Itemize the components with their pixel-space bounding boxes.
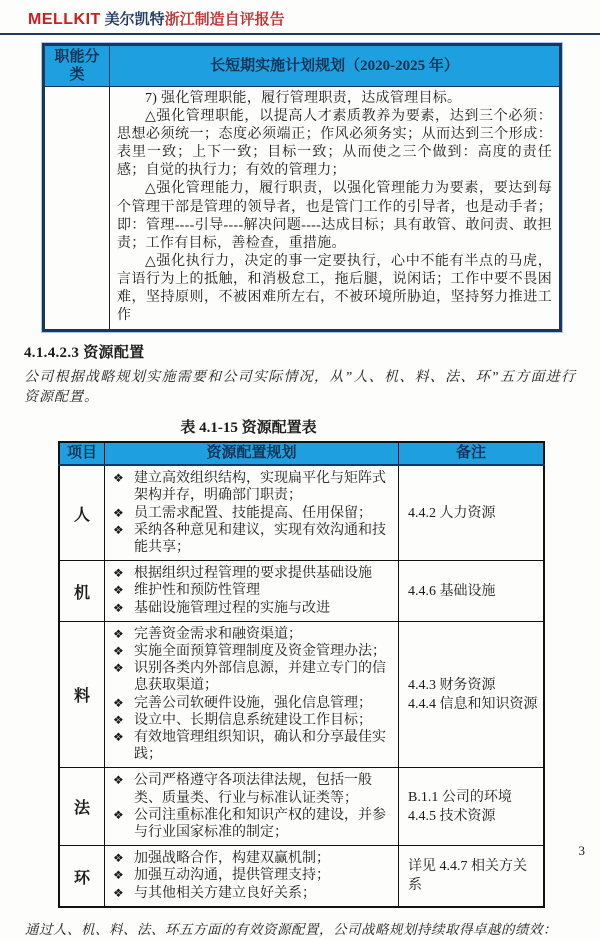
bullet-item — [113, 582, 392, 599]
bullet-text: 公司注重标准化和知识产权的建设，并参与行业国家标准的制定； — [134, 807, 386, 841]
resource-row — [59, 846, 544, 907]
resource-item-cell: 人 — [59, 465, 105, 561]
resource-table — [58, 441, 545, 908]
resource-header-item: 项目 — [59, 442, 105, 465]
bullet-item — [113, 867, 392, 884]
bullet-item — [113, 885, 392, 902]
diamond-bullet-icon: ❖ — [113, 851, 124, 866]
bullet-item — [113, 505, 392, 522]
resource-item-cell: 机 — [59, 561, 105, 622]
resource-note-cell — [399, 846, 545, 907]
plan-paragraph: △强化执行力，决定的事一定要执行，心中不能有半点的马虎，言语行为上的抵触，和消极怠工，拖后腿，说闲话；工作中要不畏困难，坚持原则，不被困难所左右，不被环境所胁迫，坚持努力推进工作 — [117, 253, 552, 324]
diamond-bullet-icon: ❖ — [113, 807, 124, 822]
diamond-bullet-icon: ❖ — [113, 600, 124, 615]
bullet-text: 基础设施管理过程的实施与改进 — [134, 600, 330, 616]
plan-paragraph: 7) 强化管理职能，履行管理职责，达成管理目标。 — [145, 91, 462, 106]
plan-paragraph: △强化管理能力，履行职责，以强化管理能力为要素，要达到每个管理干部是管理的领导者，也是管门工作的引导者，也是动手者；即：管理----引导----解决问题----达成目标；具有敢管、敢问责、敢担责；工作有目标，善检查，重措施。 — [117, 181, 552, 251]
diamond-bullet-icon: ❖ — [113, 505, 124, 520]
page-number: 3 — [578, 843, 585, 858]
bullet-item — [113, 850, 392, 867]
diamond-bullet-icon: ❖ — [113, 695, 124, 710]
header-rule — [0, 33, 600, 35]
bullet-item — [113, 522, 392, 556]
bullet-text: 有效地管理组织知识，确认和分享最佳实践； — [134, 730, 386, 763]
note-line: 4.4.3 财务资源 — [408, 677, 496, 693]
plan-table-row — [44, 87, 561, 331]
resource-note-cell — [399, 768, 545, 846]
bullet-text: 采纳各种意见和建议，实现有效沟通和技能共享； — [134, 522, 386, 556]
resource-plan-cell — [105, 465, 399, 561]
resource-item-cell: 法 — [59, 768, 105, 846]
diamond-bullet-icon: ❖ — [113, 868, 124, 883]
bullet-text: 公司严格遵守各项法律法规，包括一般类、质量类、行业与标准认证类等； — [134, 773, 372, 806]
bullet-item — [113, 470, 392, 504]
resource-plan-cell — [105, 621, 399, 768]
bullet-text: 实施全面预算管理制度及资金管理办法； — [134, 644, 386, 660]
plan-table — [42, 43, 562, 332]
resource-row — [59, 768, 544, 846]
brand-logo-text: MELLKIT — [28, 11, 101, 28]
note-line: B.1.1 公司的环境 — [408, 789, 512, 805]
report-title: 浙江制造自评报告 — [164, 12, 285, 28]
diamond-bullet-icon: ❖ — [113, 471, 124, 486]
diamond-bullet-icon: ❖ — [113, 522, 124, 537]
page-header — [24, 8, 576, 29]
note-line: 4.4.2 人力资源 — [408, 505, 496, 521]
bullet-item — [113, 565, 392, 582]
bullet-text: 加强互动沟通，提供管理支持； — [134, 868, 330, 884]
diamond-bullet-icon: ❖ — [113, 773, 124, 788]
diamond-bullet-icon: ❖ — [113, 644, 124, 659]
note-line: 4.4.4 信息和知识资源 — [408, 696, 538, 712]
bullet-item — [113, 772, 392, 806]
resource-table-title: 表 4.1-15 资源配置表 — [180, 420, 317, 437]
resource-header-note: 备注 — [399, 442, 545, 465]
bullet-item — [113, 626, 392, 643]
resource-plan-cell — [105, 561, 399, 622]
bullet-text: 识别各类内外部信息源，并建立专门的信息获取渠道； — [134, 661, 386, 694]
resource-row — [59, 561, 544, 622]
company-name: 美尔凯特 — [104, 12, 165, 28]
bullet-text: 设立中、长期信息系统建设工作目标； — [134, 712, 372, 728]
note-line: 4.4.5 技术资源 — [408, 808, 496, 824]
diamond-bullet-icon: ❖ — [113, 885, 124, 900]
plan-content-cell — [110, 87, 561, 331]
diamond-bullet-icon: ❖ — [113, 626, 124, 641]
bullet-text: 维护性和预防性管理 — [134, 583, 260, 599]
diamond-bullet-icon: ❖ — [113, 661, 124, 676]
bullet-text: 加强战略合作，构建双赢机制； — [134, 851, 330, 867]
resource-plan-cell — [105, 768, 399, 846]
plan-table-header-plan: 长短期实施计划规划（2020-2025 年） — [110, 45, 561, 87]
resource-row — [59, 621, 544, 768]
plan-paragraph: △强化管理职能，以提高人才素质教养为要素，达到三个必须：思想必须统一；态度必须端正；作风必须务实；从而达到三个形成：表里一致；上下一致；目标一致；从而使之三个做到：高度的责任感；自觉的执行力；有效的管理力； — [117, 109, 552, 179]
bullet-text: 完善公司软硬件设施，强化信息管理； — [134, 695, 372, 711]
note-line: 4.4.6 基础设施 — [408, 583, 496, 599]
intro-paragraph: 公司根据战略规划实施需要和公司实际情况，从”人、机、料、法、环”五方面进行资源配置。 — [24, 370, 576, 406]
bullet-text: 与其他相关方建立良好关系； — [134, 885, 316, 901]
bullet-item — [113, 643, 392, 660]
closing-paragraph: 通过人、机、料、法、环五方面的有效资源配置，公司战略规划持续取得卓越的绩效： — [25, 921, 557, 937]
resource-row — [59, 465, 544, 561]
note-line: 详见 4.4.7 相关方关系 — [408, 859, 527, 894]
plan-paragraphs — [117, 90, 552, 325]
diamond-bullet-icon: ❖ — [113, 566, 124, 581]
resource-plan-cell — [105, 846, 399, 907]
bullet-text: 完善资金需求和融资渠道； — [134, 626, 302, 642]
diamond-bullet-icon: ❖ — [113, 583, 124, 598]
plan-table-header-category: 职能分类 — [44, 45, 110, 87]
section-heading: 4.1.4.2.3 资源配置 — [24, 345, 145, 362]
resource-note-cell — [399, 465, 545, 561]
diamond-bullet-icon: ❖ — [113, 712, 124, 727]
resource-note-cell — [399, 561, 545, 622]
bullet-item — [113, 600, 392, 617]
bullet-item — [113, 712, 392, 729]
bullet-text: 根据组织过程管理的要求提供基础设施 — [134, 566, 372, 582]
bullet-item — [113, 695, 392, 712]
resource-item-cell: 料 — [59, 621, 105, 768]
bullet-item — [113, 660, 392, 694]
bullet-item — [113, 807, 392, 841]
bullet-item — [113, 729, 392, 763]
resource-item-cell: 环 — [59, 846, 105, 907]
resource-note-cell — [399, 621, 545, 768]
bullet-text: 建立高效组织结构，实现扁平化与矩阵式架构并存，明确部门职责； — [134, 471, 386, 504]
diamond-bullet-icon: ❖ — [113, 730, 124, 745]
resource-header-plan: 资源配置规划 — [105, 442, 399, 465]
bullet-text: 员工需求配置、技能提高、任用保留； — [134, 505, 372, 521]
plan-category-cell — [44, 87, 110, 331]
